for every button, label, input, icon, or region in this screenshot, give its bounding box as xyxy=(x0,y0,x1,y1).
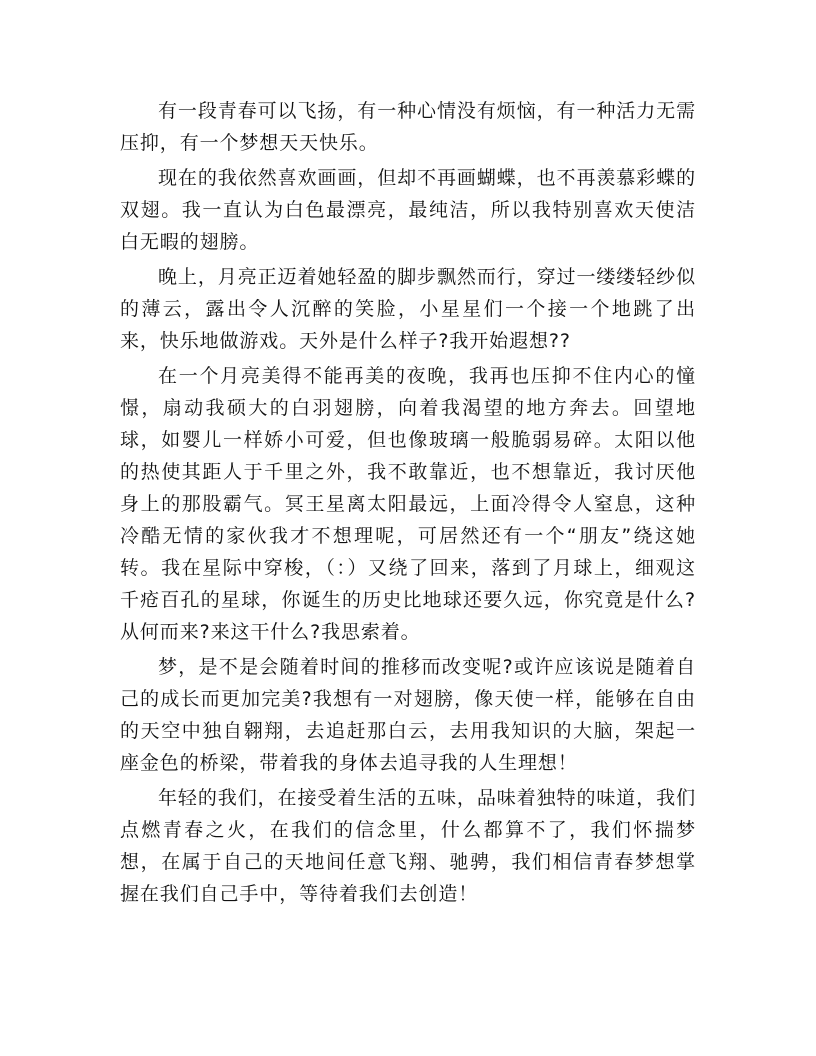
paragraph-3: 晚上，月亮正迈着她轻盈的脚步飘然而行，穿过一缕缕轻纱似的薄云，露出令人沉醉的笑脸，小星星们一个接一个地跳了出来，快乐地做游戏。天外是什么样子?我开始遐想?? xyxy=(120,266,696,352)
paragraph-2: 现在的我依然喜欢画画，但却不再画蝴蝶，也不再羡慕彩蝶的双翅。我一直认为白色最漂亮，最纯洁，所以我特别喜欢天使洁白无暇的翅膀。 xyxy=(120,167,696,253)
paragraph-6: 年轻的我们，在接受着生活的五味，品味着独特的味道，我们点燃青春之火，在我们的信念里，什么都算不了，我们怀揣梦想，在属于自己的天地间任意飞翔、驰骋，我们相信青春梦想掌握在我们自己手中，等待着我们去创造！ xyxy=(120,787,696,905)
paragraph-4: 在一个月亮美得不能再美的夜晚，我再也压抑不住内心的憧憬，扇动我硕大的白羽翅膀，向着我渴望的地方奔去。回望地球，如婴儿一样娇小可爱，但也像玻璃一般脆弱易碎。太阳以他的热使其距人于千里之外，我不敢靠近，也不想靠近，我讨厌他身上的那股霸气。冥王星离太阳最远，上面冷得令人窒息，这种冷酷无情的家伙我才不想理呢，可居然还有一个“朋友”绕这她转。我在星际中穿梭，（：）又绕了回来，落到了月球上，细观这千疮百孔的星球，你诞生的历史比地球还要久远，你究竟是什么?从何而来?来这干什么?我思索着。 xyxy=(120,365,696,643)
paragraph-5: 梦，是不是会随着时间的推移而改变呢?或许应该说是随着自己的成长而更加完美?我想有一对翅膀，像天使一样，能够在自由的天空中独自翱翔，去追赶那白云，去用我知识的大脑，架起一座金色的桥梁，带着我的身体去追寻我的人生理想！ xyxy=(120,656,696,774)
paragraph-1: 有一段青春可以飞扬，有一种心情没有烦恼，有一种活力无需压抑，有一个梦想天天快乐。 xyxy=(120,100,696,154)
document-body xyxy=(120,95,696,913)
